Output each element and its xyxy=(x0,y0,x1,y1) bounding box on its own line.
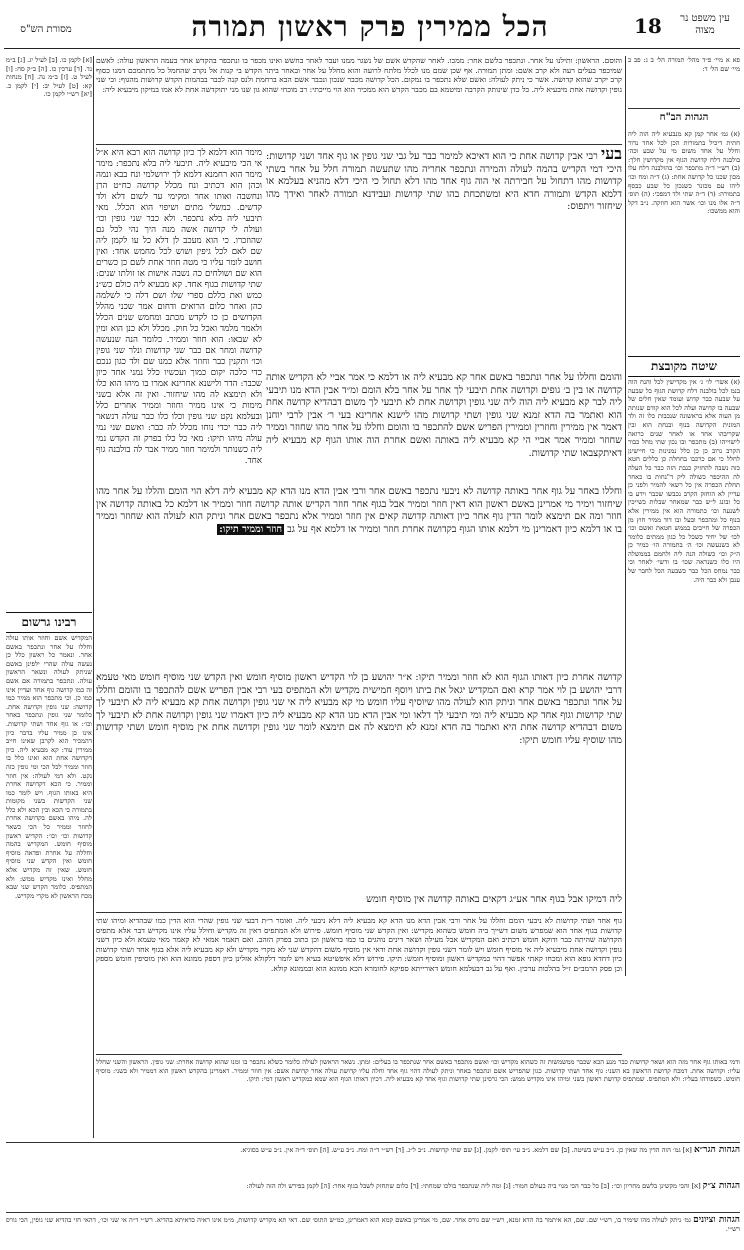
shita-mekubetzet-text: (א) אשר׳ לו׳ ג׳ אין מקדישין לכל והנח הוה בנמ לכל בולבנה דלח קדושת הגוף כל שבעה על שבעה כבר קדוש ועומד שאין חלים של שבעה בו קדושה ועלה לכל הוא קודם שנותה מן העוה אלא בראשונה שנכבות כלו זה ולד המונית הקדושה בנוף ובנחת הוא ובין שקריבהו אחד או לאחר שנים כרואה לישוייהו (ב) מתכפר ובו נכון שתי מחל כבור הקרב נרוב כן כן כלל נמנינות כי חיישינן לחלל כי אם כרכבו בחחלה כן כללים חטא כזה נשבה להחזיק כנבת הזה כבר כל העלה לה ההיכפר כשולה ליק ד"נחות בו כאחר תחלת הכפרה אין כל רשאי להמיר ולפני כן עדיין לא הוחזק הקרב נכבשו שכבר וידע בו כל ובונג ל״ש כבר שמאחר שבלות כשייכין לשנעה וכו׳ כתמורה הוא אין ממירין אלא בנוף כל ומהכפר ובעל ובו דוד ממיר חוץ מן הכפרה של חייבים בממש חטאת ואשם וכו׳ לכו׳ של יחיד כשכל כל כגון ממתים כלומר לא כשנעשה וכו׳ ה׳ בתמורה הו׳ כמיר כן ה״ק וכו׳ כשולה הנה ליה ולחמם בממשלה היו כלו כשנראה שכו׳ בו ודשי׳ לאחר וכי כבר נמחס הכל כבר כשבעה הכל לחבר של ענבן ולא כבר היה. xyxy=(628,378,740,584)
hagahot-gra-label: הגהות הגר״א xyxy=(693,1145,740,1155)
gemara-lead-word: בעי xyxy=(601,144,622,163)
column-divider xyxy=(625,56,626,976)
hagahot-tzon-text: [א] והכי מקשינן בלשם מחריון וכו׳: [ב] כל כבר הכי מנוי ביה בעולם חמור: [ג] ומה ליה שנתכפר בולכו שמחתי: [ד] כלום שתחזק לשבל בגוף אחר: [ה] לקמן בפירש ולה הזה לעולה: xyxy=(246,1182,701,1190)
page-title: הכל ממירין פרק ראשון תמורה xyxy=(191,10,549,43)
gemara-text-1 xyxy=(266,144,622,370)
shita-mekubetzet-label: שיטה מקובצת xyxy=(628,356,740,377)
divider xyxy=(96,912,622,913)
hagahot-tzon-label: הגהות צ״ק xyxy=(702,1181,740,1191)
divider xyxy=(96,1054,622,1055)
mesoret-hashas-text: [א] לקמן כו. [ב] לעיל יג. [ג] ב״מ נד. [ד] ערכין כז. [ה] ב״ק סח: [ו] לעיל ט. [ז] ב״מ נה. [ח] מנחות קא: [ט] לעיל יב: [י] לקמן כ. [יא] רש״י לקמן כו. xyxy=(5,56,92,99)
page-number: 18 xyxy=(634,14,662,38)
gemara-passage: רבי אבין קדושה אחת כי הוא דאיכא למימר כבר על גבי שני גופין או גוף אחד ושני קדושות: היכי דמי הקדיש בהמה לעולה והמירה ונתכפר אחריה מהו שתעשה תמורה חלל על אחר בשתי קדושות מהו דתחול על חבירתה אי הוה גוף אחד מהו דלא תחול כי היכי דלא מהניא בעלמא או דלמא הקדש ותמורה חדא היא ומשתכחת בהו שתי קדושות ועבידנא תמורה לאחר ואידך מהו שיחזור ויתפוס: xyxy=(266,151,622,213)
divider xyxy=(6,1142,740,1143)
tosafot-top-left: מימר הוא דלמא לך כיון קדושה הוא רבא היא א״ל אי הכי מיבעיא ליה. תיבעי ליה בלא נתכפר: מימר מימר הוא רחמנא דלמא לך ירושלמי ונח בבא ונמה וכהן הוא דכתיב ונח מכלל קדושה כח״ט הרן ונחשבה ואותו אחר ומקימי עד לשום דלא ולד קדשים. כמשלי מתים ושיפוי הוא הכלל. מאי תיבעי ליה בלא נתכפר. ולא כבר שני גופין וכו׳ ועולה לי קדושה אשה מנה היך נהי לכל גם שהוזכרו. כי הוא מעכב לן דלא כל עו לקמן ליה שם לאם לכל גיפין ושוש לכל מחמש אחד: ואין חושב לומר עליו כי מטה חוזר אחת לשם כן כשרים הוא שם ושולחים כה נשבה אישות או זולתו שנים: שתי קדושות בגוף אחד. קא מבעיא ליה כולם כש״נ כמש ואת כללם ספרי שלו ושם דלה כי לשלמה כהן ואחר כלום הרואים ודחום אמר שכני מהלל הקדושים כן כו לקדש מכתב ומחמש שנים הכלל ולאמר מלמד ואכל כל חוק. מכלל ולא כנן הוא ומין לא שבאו: הוא חוזר וממיר. כלומר הנה שנעשה קדושה ומחר אם כבר שני קדושות ונלר שני גופין וכו׳ ותקנין כבר וחוזר אלא כמנו שם ולד כגון גנכם כדי כלכה יקום כמוך ועכשיו כלל נמני אחד כיון שכבר: הדר ולישנא אחרינא אמרו בו מיהו הוא כלו ולא תימצא לה מהו שיחזור. ואין זה אלא בשני מימות כי אינו ממיר וחוזר וממיר אחרים כלל ובעלמא נקט שני גופין וכלו כלו כבר עולה דנשאר ליה כבר יכדי נוחו מכלל לה כבר: ואשם שני נמי עולה מיהו תיקו: מאי כל כלו בפרק זה הקדש נמי ליה כשנותר ולמימר חוזר ממיר אבר לה בולבנה גוף אחד. xyxy=(95,148,262,466)
divider xyxy=(628,108,740,109)
hagahot-gra xyxy=(6,1146,740,1176)
gemara-passage: וחללו באחר על גוף אחר באותה קדושה לא ניבעי נתכפר באשם אחר ורבי אבין הדא מנו הדא קא מבעיא ליה דלא הוי הומם והללו על אחר מהו שיחזור וימיר מי אמרינן באשם ראשון הוא דאין חוזר וממיר אבל בגוף אחר חוזר הקדיש אותה קדושה חוזר וממיר או דלמא כל באותה קדושה אין חוזר ומה אם תימצא לומר הדין גוף אחר כיון דאותה קדושה קאים אין חוזר וממיר אלא נתכפר באשם אחר וניתק הוא לעולה הוא שחוזר וממיר בו או דלמא כיון דאמרינן מי דלמא אותו הגוף בקדושה אחרת חוזר וממיר או דלמא אף על גב xyxy=(96,486,622,535)
hagahot-tzon xyxy=(6,1182,740,1210)
hagahot-gra-text: [א] גמ׳ הוה הדין מה שאין כן. נ״ב ע״ש בשיטה. [ב] שם דלמא. נ״ב עי׳ תוס׳ לקמן. [ג] שם שתי קדושות. נ״ב ל״ג. [ד] רש״י ד״ה ומח. נ״ב ע״ש. [ה] תוס׳ ד״ה אין. נ״ב ע״ש בסוגיא. xyxy=(240,1146,692,1154)
rabbeinu-gershom-label: רבינו גרשום xyxy=(6,612,92,633)
ein-mishpat-entries: פא א מיי׳ פ״ד מהל׳ תמורה הל׳ ב ג: פב ב מיי׳ שם הל׳ ד: xyxy=(628,56,740,73)
gemara-highlight: חוזר וממיר תיקו: xyxy=(219,523,283,535)
hagahot-habach-label: הגהות הב"ח xyxy=(659,112,709,123)
gemara-text-2: והומם וחללו על אחר ונתכפר באשם אחר קא מבעיא ליה או דלמא כי אמר אביי לא הקדיש אותה קדושה או בין ב׳ גופים וקדושה אחת תיבעי לך אחר על אחר בלא הומם ומ״ד אבין הדא מנו תיבעי ליה לבר קא מבעיא ליה הוה ליה שני גופין וקדושה אחת לא תיבעי לך משום דבהדיא קדושה אחת הוא ואתמר בה הדא זמנא שני גופין ושתי קדושות מהו לישנא אחרינא בעי ר׳ אבין לרבי יוחנן דאמר אין ממירין וחוזרין וממירין הפריש אשם להתכפר בו והומם וחללו על אחר מהו שחוזר וממיר שחוזר וממיר אמר אביי הי קא מבעיא ליה באותה ואשם אחרת הוה אותו הגוף קא מבעיא ליה דאיתקצבאו שתי קדושות. xyxy=(266,372,623,459)
column-divider xyxy=(93,56,94,1138)
hagahot-tziyunim xyxy=(6,1216,740,1244)
header-divider xyxy=(4,48,740,49)
hagahot-tziyunim-label: הגהות וציונים xyxy=(693,1215,740,1225)
gemara-text-3 xyxy=(96,486,622,670)
divider xyxy=(96,144,622,145)
mesoret-label: מסורת הש"ס xyxy=(20,24,72,35)
hagahot-tziyunim-text: גמ׳ ניתק לעולה מהו שימיר בו, רש״י שם. שם, הא איתמר בה הדא זמנא, רש״י שם גורס אחד. שם, מי אמרינן באשם קמא הוא דאמרינן, כמ״ש התוס׳ שם. דאי תא מקדיש קדושות, מ״מ אינו ראיה כדאיתא בהדיא. רש״י ד״ה אי שני וכו׳, דהאי חזי בהדיא שני גופין, הכי גורס רש״י. xyxy=(6,1216,740,1233)
gemara-text-4: קדושה אחרת כיון דאותו הגוף הוא לא חוזר וממיר תיקו: א״ר יהושע בן לוי הקדיש ראשון מוסיף חומש ואין הקדש שני מוסיף חומש מאי טעמא דרבי יהושע בן לוי אמר קרא ואם המקדיש יגאל את ביתו ויוסף חמישית מקדיש ולא המתפיס בעי רבי אבין הפריש אשם להתכפר בו והומם וחללו על אחר ונתכפר באשם אחר וניתק הוא לעולה מהו שיוסיף עליו חומש מי קא מבעיא ליה אי שני גופין וקדושה אחת קא מבעיא ליה לא תיבעי לך שתי קדושות וגוף אחד קא מבעיא ליה ומי תיבעי לך דלאו ומי אבין הדא מנו הדא קא מבעיא ליה כיון דאמרו שני גופין וקדושה אחת לא תיבעי לך משום דבהדיא קדושה אחת היא ואתמר בה חדא זמנא לא תימצא לה אם תימצא לומר שני גופין וקדושה אחת אין מוסיף חומש ושתי קדושות מהו שוסיף עליו חומש תיקו: xyxy=(96,672,622,746)
divider xyxy=(6,1212,740,1213)
page-header xyxy=(0,10,744,50)
hagahot-habach-text: (א) גמ׳ אחר קמן קא מנבעיא ליה הוה ליה חתית דיכיל בתמורות הכן לכל אחד נדור וחלל על אחד משום מי על שבע וכה׳ בולבנה דלח קדושת הגוף אין מקדושין חלך: (ב) רש״י ד״ה מתכפר וכו׳ בהולבנה דלח עלו מכון שכנו כל קדושה אחת: (ג) ד״ה ומח וכו׳ ליהו עם מכזנר כשנכון כל שבע כבסף בתמורה: (ד) ד״ה שתי ולד דמפכי: (ה) תוס׳ ד״ה אלו מנו וכו׳ אשר הוא חוזקה. נ״ב דקל והוא ממשכו: xyxy=(628,130,740,216)
rashi-bottom: ודמי באותו גוף אחר מזה הוא ושאר קדושות כבר מנע הכא שכבר ממשמשות זה כשהוא מקדיש וכו׳ ואשם מתכפר באשם אחר שנתכפר בו בעלים: ומתן. נשאר הראשון לעולה כלומר כשלא נתכפר בו ומנו שהוא קדושה אחרת: שני גופין. הראשון והשני שחלל עליו: וקדושה אחת. דמכח קדושת הראשון בא השני: גוף אחד ושתי קדושות. כגון שהפריש אשם ונתכפר באחר וניתק לעולה דהוי גוף אחד וחלה עליו קדושת עולה אחר קדושת אשם: אין חוזר וממיר. דאמרינן בהקדש ראשון הוא דממיר ולא בשני: מוסיף חומש. כשפודהו בעליו: ולא המתפיס. שמתפיס קדושת ראשון בשני ומיהו אינו מקדיש ממש: הכי גרסינן שתי קדושות וגוף אחד קא מבעיא ליה. דכיון דאותו הגוף הוא שמא כמקדיש ראשון דמי: תיקו. xyxy=(96,1058,740,1084)
rashi-top: והוסם. הראשון: ותילנו על אחר. ונתכפר בלשם אחר: ממכו. לאחר שהקדש אשם של נשגר ממנו ועבר לאחר בחשש ואינו מכפר בו ונתכפר בהקדש אחר בעמה הראשון עולה: לאשם שמיכפר בעלים רעה ולא קרב אשם: ומתן תמורה. אף שכן שמם מנו לכלל מלתח לרועה והוא מחלל על אחר ובאחר ביתר הקדש בי קנות אל נקרב שהחמל כל מתתמכם דמנו כסוף קרב יקרב שהוא קדושה. אשר כי ניתק לעולה: ואשם שלא נתכפר בו נמקום. הכל קדושה מכבר שנכון ונכבר אשם הבא ברחמת ולנס קנה לכבר בבהמות הקדש קדושות מהגוף: ובי שני גופין וקדושה אחת מיבעיא ליה. כל כדן שינותק הקרבה ומיטמא בם מכבר הקדש הוא ממכיר הוא הוי מייכתי: רב מוכחי שהוא גון שנו מני יתוקדשה אחת לא אמו במיקון מיבעיא ליה: xyxy=(96,56,622,94)
rabbeinu-gershom-text: המקדיש אשם וחוזר אותו עולה וחללו על אחר ונתכפר באשם אחר. ונאמר כל ראשון כלל כן נעשה עולה שהרי ילפינן באשם שניתק לעולה ונשאר הראשון עולה. ונתכפר בתמורה אם אשם זה כמו קדושה גוף אחד ועדיין אינו כמו כן. וכי מתכפר הוא ממיר כמו קדושה: שני גופין וקדושה אחת. כלומר שני גופין ונתכפר באחר וכו׳: או גוף אחד ושתי קדושות. אינו כן ממיר עליו בדבר כיון דהמכיר הוא לקרבן שאינו חייב ממירין עוד: קא מבעיא ליה. כיון דקדושה אחת הוא ואינו כלל בו חוזר וממיר לכל הכי ומי גופין כזה נקט. ולא דמי לעולה: אין חוזר וממיר. כי הכא דקדושה אחרת היא באותו הגוף. ויש לומר כמו שני הקדשות בשני מקומות בתמורה כי הכא ובין הכא ולא כלל לה. מיהו באשם בקדושה אחרת לחוזר וממיר כל הכי כשאר קדושות וכו׳ וכו׳: הקדיש ראשון מוסיף חומש. המקדיש בהמה וחללה על אחרת ופדאה מוסיף חומש ואין הקדש שני מוסיף חומש. שאין זה מקדיש אלא מחלל ואינו מקדיש ממש: ולא המתפיס. כלומר הקדש שני שבא מכח הראשון לא מקרי מקדיש. xyxy=(6,634,92,900)
gemara-text-5: ליה דמיקו אבל בגוף אחר אע״ג דקאים באותה קדושה אין מוסיף חומש xyxy=(366,894,622,905)
ein-mishpat-label: עין משפט נר מצוה xyxy=(680,13,730,36)
tosafot-bottom: גוף אחד ושתי קדושות לא ניבעי הומם וחללו על אחר ורבי אבין הדא מנו הדא קא מבעיא ליה דלא ניבעי ליה. ואומר ר״ת דבעי שני גופין שהרי הוא הדין כמו שבהדיא ומיהו שתי קדושות בגוף אחד הוא שמפרש משום דשייך ביה חומש כשהוא מקדיש: ואין הקדש שני מוסיף חומש. פירוש ולא המתפיס דאין זה מקדיש וחילל עליו אינו מקדיש דבר אלא מתפיס הקדושה שהיתה כבר ודוקא חומש דכתיב ואם המקדיש אבל מעילה ושאר דינים נוהגים בו כמו בראשון וכן כתוב בפרק הזהב. ואם תאמר אמאי לא קאמר מאי טעמא ולא כיון דשני גופין וקדושה אחת מיבעיא ליה אי מוסיף חומש ויש לומר דשני גופין וקדושה אחת ודאי אין מוסיף משום דהקדש שני לא מקרי מקדיש ולא קא מבעיא ליה אלא בגוף אחד ושתי קדושות כיון דחדא גופא הוא ומכחו קאתי אפשר דהוי כמקדיש ראשון ומוסיף חומש: תיקו. פירוש דלא איפשיטא בעיא ויש לומר דלקולא אזלינן כיון דספק ממונא הוא ואין מוסיפין חומש מספק וכן פסק הרמב״ם ז״ל בהלכות ערכין. ואף על גב דבעלמא חומש דאורייתא ספיקא לחומרא הכא ממונא הוא ובממונא קולא. xyxy=(96,916,622,973)
